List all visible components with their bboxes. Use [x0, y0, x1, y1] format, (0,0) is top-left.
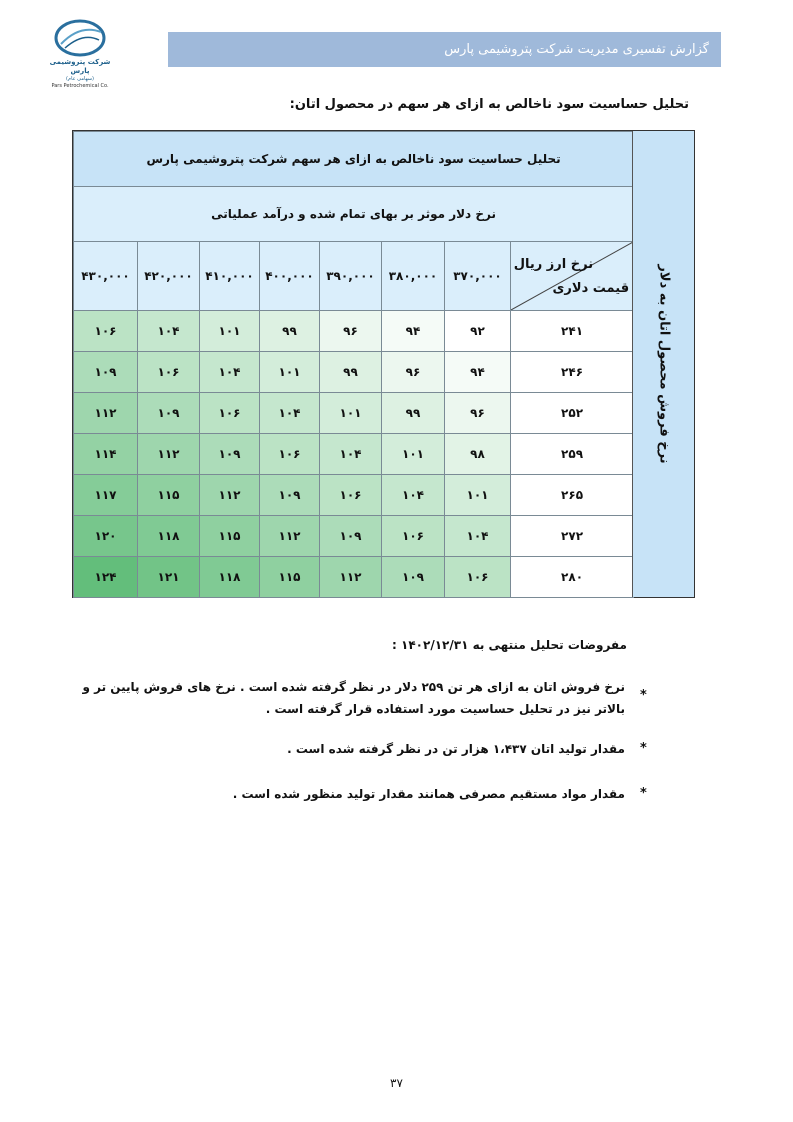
assumption-item: مقدار مواد مستقیم مصرفی همانند مقدار تولید منظور شده است . — [232, 787, 625, 801]
heat-cell: ۱۱۷ — [74, 475, 138, 516]
heat-cell: ۱۱۴ — [74, 434, 138, 475]
heat-cell: ۱۰۹ — [200, 434, 260, 475]
table-title: تحلیل حساسیت سود ناخالص به ازای هر سهم شرکت پتروشیمی پارس — [74, 132, 634, 187]
heat-cell: ۱۱۸ — [138, 516, 200, 557]
heat-cell: ۹۶ — [320, 311, 382, 352]
heat-cell: ۱۰۱ — [382, 434, 445, 475]
table-row — [74, 434, 634, 475]
heat-cell: ۱۰۹ — [382, 557, 445, 598]
heat-cell: ۹۹ — [260, 311, 320, 352]
corner-fx-label: نرخ ارز ریال — [513, 257, 594, 272]
assumption-item: مقدار تولید اتان ۱،۴۳۷ هزار تن در نظر گرفته شده است . — [287, 742, 625, 756]
table-row — [74, 311, 634, 352]
heat-cell: ۱۰۱ — [445, 475, 511, 516]
heat-cell: ۱۰۴ — [138, 311, 200, 352]
heat-cell: ۱۰۴ — [200, 352, 260, 393]
heat-cell: ۱۰۶ — [74, 311, 138, 352]
side-label-column — [632, 131, 694, 597]
price-cell: ۲۴۱ — [511, 311, 634, 352]
heat-cell: ۱۰۱ — [260, 352, 320, 393]
logo-sub-fa: (سهامی عام) — [66, 76, 94, 82]
corner-price-label: قیمت دلاری — [552, 281, 630, 296]
fx-rate-header: ۴۲۰,۰۰۰ — [138, 242, 200, 311]
heat-cell: ۱۰۶ — [382, 516, 445, 557]
report-banner: گزارش تفسیری مدیریت شرکت پتروشیمی پارس — [168, 32, 721, 67]
heat-cell: ۱۱۲ — [320, 557, 382, 598]
price-cell: ۲۷۲ — [511, 516, 634, 557]
heat-cell: ۱۱۲ — [260, 516, 320, 557]
heat-cell: ۱۰۱ — [200, 311, 260, 352]
heat-cell: ۱۲۱ — [138, 557, 200, 598]
heat-cell: ۹۶ — [445, 393, 511, 434]
heat-cell: ۱۱۵ — [138, 475, 200, 516]
bullet-marker: * — [640, 688, 647, 703]
heat-cell: ۱۱۲ — [74, 393, 138, 434]
price-cell: ۲۵۹ — [511, 434, 634, 475]
heat-cell: ۹۸ — [445, 434, 511, 475]
sensitivity-table-frame — [72, 130, 695, 598]
fx-rate-header: ۳۷۰,۰۰۰ — [445, 242, 511, 311]
fx-rate-header: ۳۸۰,۰۰۰ — [382, 242, 445, 311]
heat-cell: ۱۰۴ — [445, 516, 511, 557]
heat-cell: ۱۱۲ — [138, 434, 200, 475]
heat-cell: ۱۱۵ — [260, 557, 320, 598]
price-cell: ۲۵۲ — [511, 393, 634, 434]
heat-cell: ۱۰۶ — [138, 352, 200, 393]
fx-rate-header: ۳۹۰,۰۰۰ — [320, 242, 382, 311]
heat-cell: ۱۱۸ — [200, 557, 260, 598]
price-cell: ۲۸۰ — [511, 557, 634, 598]
heat-cell: ۱۰۴ — [382, 475, 445, 516]
heat-cell: ۱۰۶ — [445, 557, 511, 598]
heat-cell: ۱۰۹ — [320, 516, 382, 557]
heat-cell: ۱۰۴ — [320, 434, 382, 475]
fx-header-row — [74, 242, 634, 311]
heat-cell: ۱۰۶ — [200, 393, 260, 434]
corner-header-cell — [511, 242, 634, 311]
heat-cell: ۱۰۴ — [260, 393, 320, 434]
company-logo — [40, 18, 120, 89]
price-cell: ۲۶۵ — [511, 475, 634, 516]
logo-name-fa: شرکت پتروشیمی پارس — [49, 58, 111, 75]
logo-emblem-icon — [49, 18, 111, 58]
heat-cell: ۱۲۴ — [74, 557, 138, 598]
heat-cell: ۱۱۲ — [200, 475, 260, 516]
side-label: نرخ فروش محصول اتان به دلار — [656, 264, 671, 464]
fx-rate-header: ۴۰۰,۰۰۰ — [260, 242, 320, 311]
table-subtitle: نرخ دلار موثر بر بهای تمام شده و درآمد عملیاتی — [74, 187, 634, 242]
fx-rate-header: ۴۳۰,۰۰۰ — [74, 242, 138, 311]
heat-cell: ۱۰۶ — [320, 475, 382, 516]
heat-cell: ۹۶ — [382, 352, 445, 393]
heat-cell: ۹۹ — [382, 393, 445, 434]
heat-cell: ۱۲۰ — [74, 516, 138, 557]
price-cell: ۲۴۶ — [511, 352, 634, 393]
bullet-marker: * — [640, 741, 647, 756]
bullet-marker: * — [640, 786, 647, 801]
heat-cell: ۱۰۹ — [260, 475, 320, 516]
heat-cell: ۹۹ — [320, 352, 382, 393]
heat-cell: ۱۰۹ — [74, 352, 138, 393]
assumptions-heading: مفروضات تحلیل منتهی به ۱۴۰۲/۱۲/۳۱ : — [392, 638, 627, 652]
diagonal-divider — [511, 242, 633, 310]
heat-cell: ۱۰۹ — [138, 393, 200, 434]
assumption-item: نرخ فروش اتان به ازای هر تن ۲۵۹ دلار در نظر گرفته شده است . نرخ های فروش پایین تر و بالاتر نیز در تحلیل حساسیت مورد استفاده قرار گرفته است . — [82, 680, 625, 716]
heat-cell: ۹۲ — [445, 311, 511, 352]
heat-cell: ۱۱۵ — [200, 516, 260, 557]
section-heading: تحلیل حساسیت سود ناخالص به ازای هر سهم در محصول اتان: — [289, 97, 689, 112]
heat-cell: ۹۴ — [382, 311, 445, 352]
heat-cell: ۱۰۶ — [260, 434, 320, 475]
heat-cell: ۹۴ — [445, 352, 511, 393]
heat-cell: ۱۰۱ — [320, 393, 382, 434]
table-row — [74, 557, 634, 598]
table-row — [74, 393, 634, 434]
page-number: ۳۷ — [390, 1076, 403, 1090]
table-row — [74, 475, 634, 516]
logo-name-en: Pars Petrochemical Co. — [51, 83, 109, 89]
fx-rate-header: ۴۱۰,۰۰۰ — [200, 242, 260, 311]
table-row — [74, 352, 634, 393]
sensitivity-table — [73, 131, 634, 598]
table-row — [74, 516, 634, 557]
